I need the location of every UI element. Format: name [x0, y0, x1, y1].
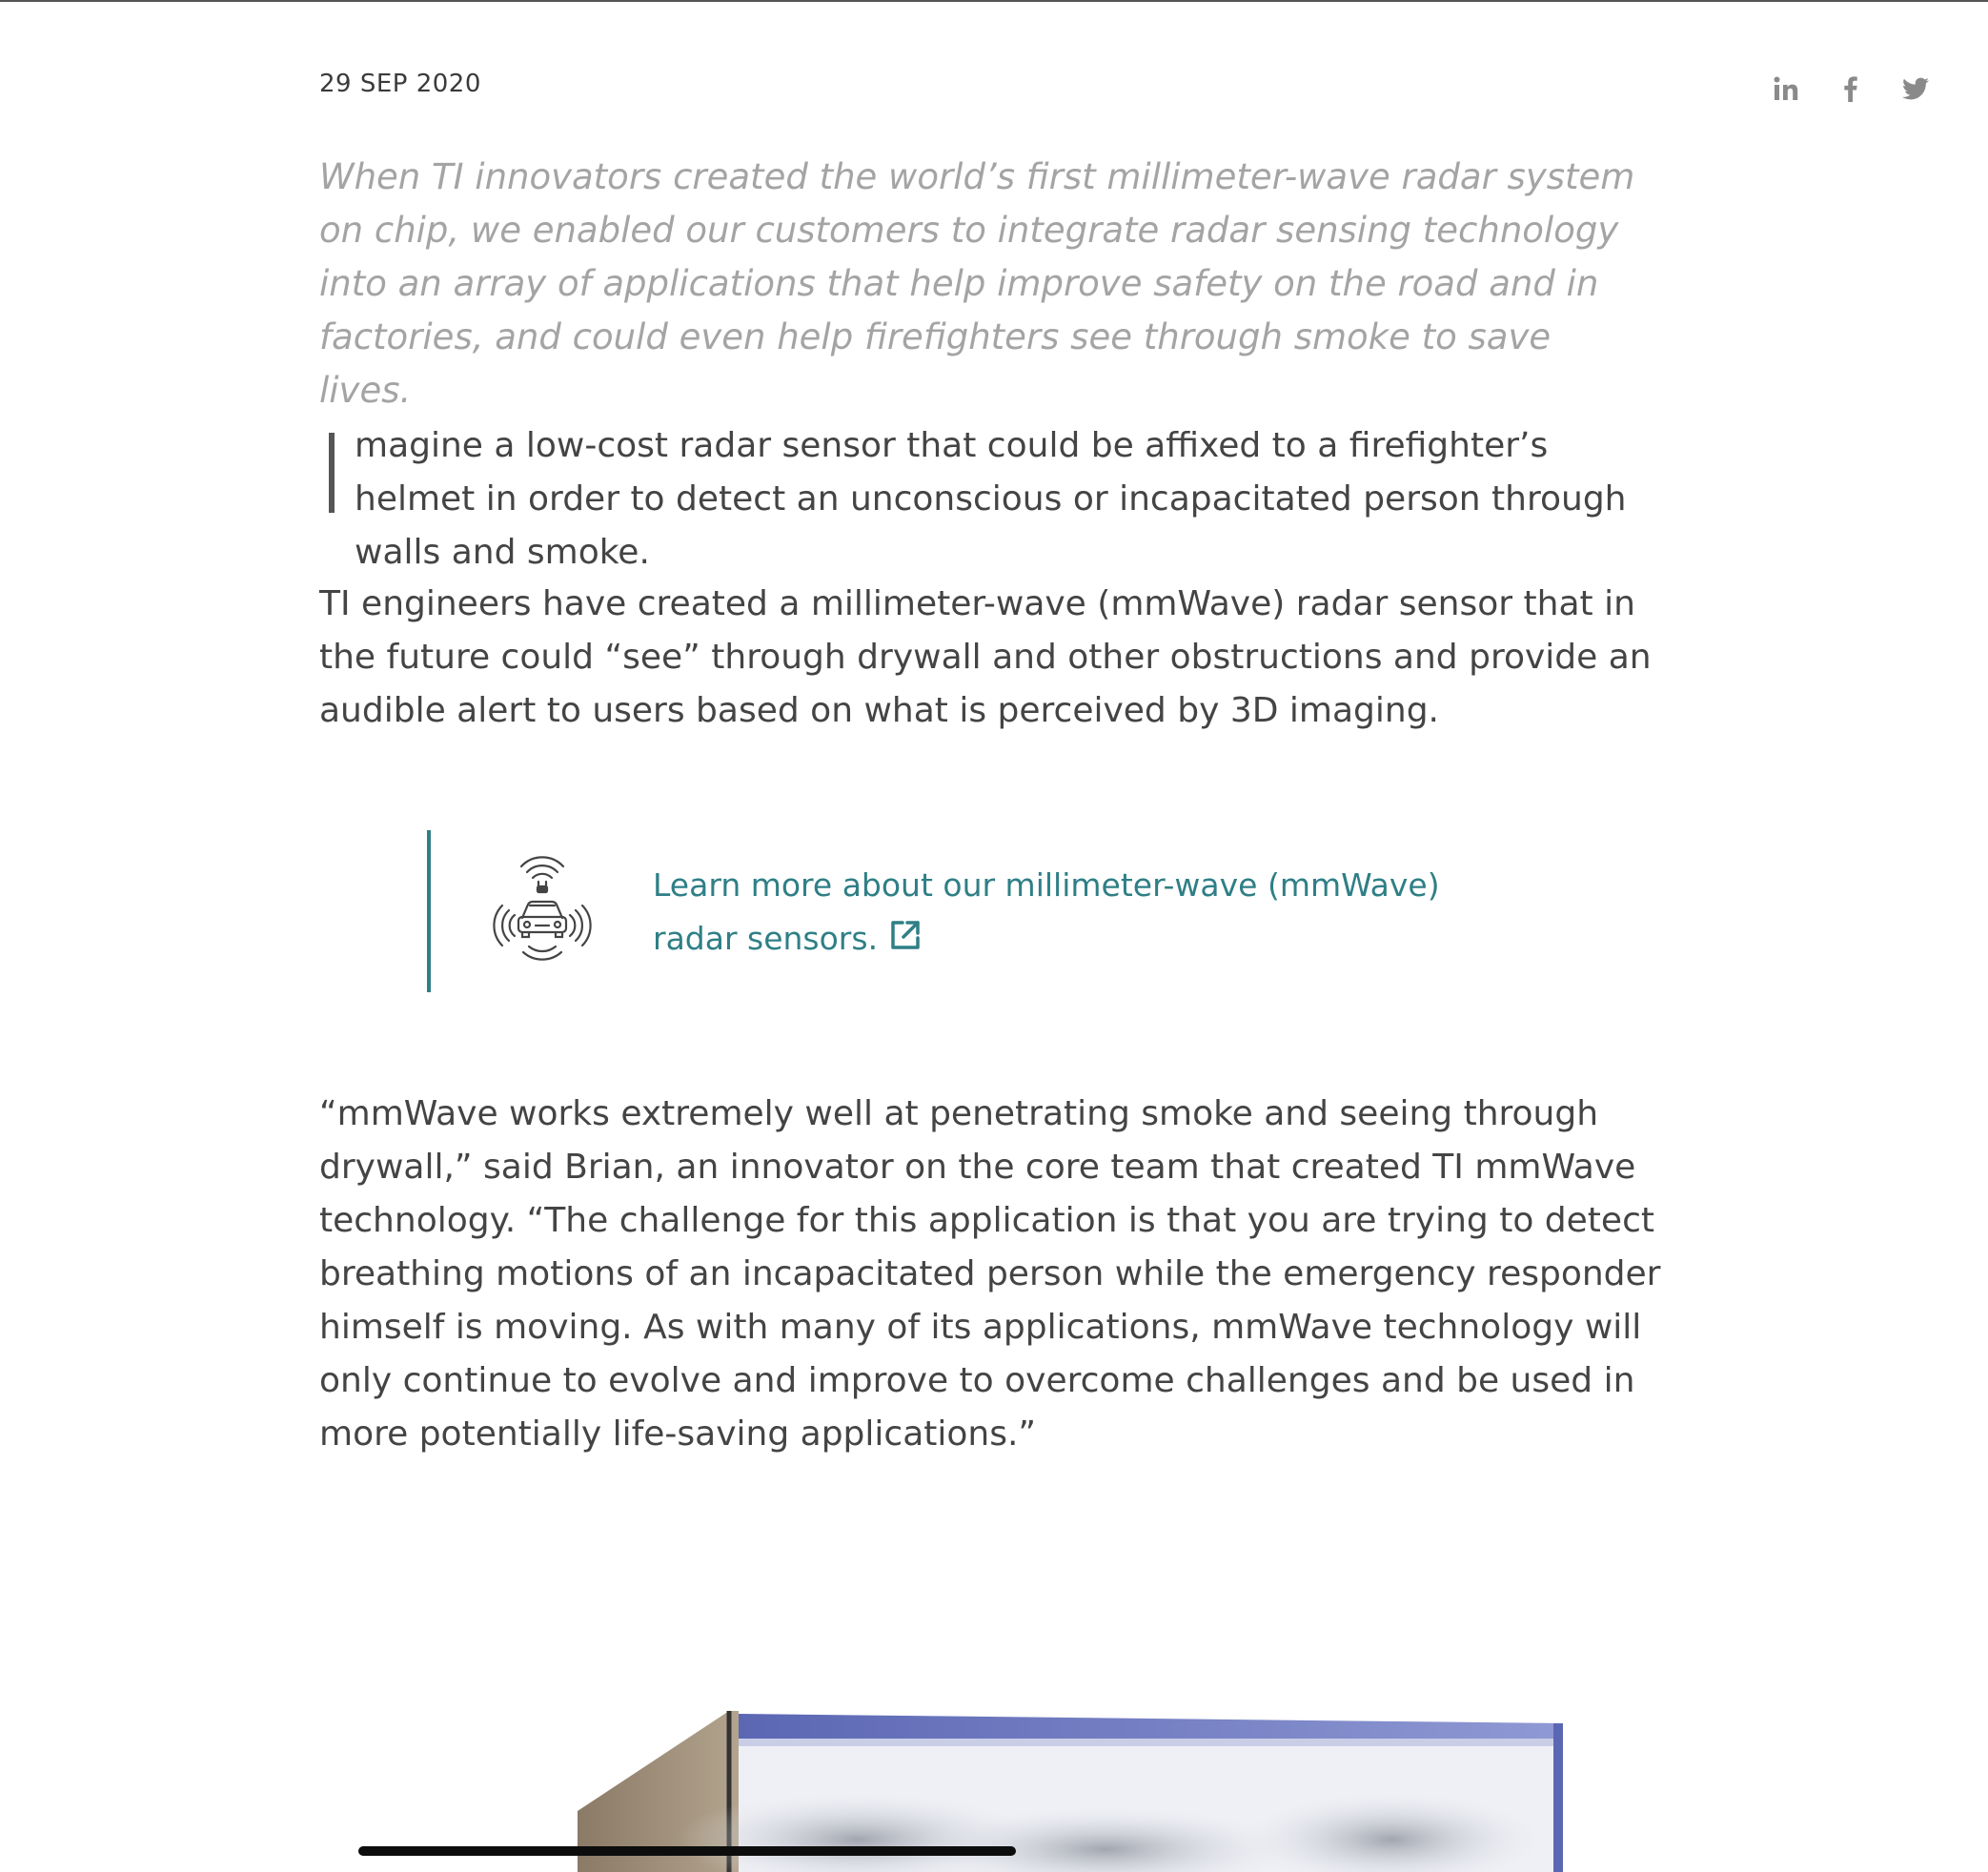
external-link-icon	[887, 916, 923, 969]
article-intro: When TI innovators created the world’s first millimeter-wave radar system on chip, we enabled our customers to integrate radar sensing technology into an array of applications that help improve safety on the road and in factories, and could even help firefighters see through smoke to save lives.	[319, 156, 1635, 411]
callout-accent-bar	[427, 830, 431, 992]
top-divider	[0, 0, 1988, 2]
mmwave-sensors-link[interactable]	[653, 859, 1491, 969]
article-date: 29 SEP 2020	[319, 70, 481, 98]
callout-box	[427, 830, 1523, 992]
mmwave-sensors-link-text: Learn more about our millimeter-wave (mmWave) radar sensors.	[653, 866, 1440, 957]
twitter-icon[interactable]	[1897, 71, 1934, 107]
facebook-icon[interactable]	[1833, 71, 1869, 107]
body-paragraph-1: TI engineers have created a millimeter-wave (mmWave) radar sensor that in the future could “see” through drywall and other obstructions and provide an audible alert to users based on what is perceived by 3D imaging.	[319, 584, 1652, 730]
horizontal-scrollbar[interactable]	[358, 1846, 1016, 1856]
lead-paragraph	[319, 419, 1673, 580]
car-radar-icon	[488, 855, 597, 964]
body-paragraph-2: “mmWave works extremely well at penetrating smoke and seeing through drywall,” said Brian, an innovator on the core team that created TI mmWave technology. “The challenge for this application is that you are trying to detect breathing motions of an incapacitated person while the emergency responder himself is moving. As with many of its applications, mmWave technology will only continue to evolve and improve to overcome challenges and be used in more potentially life-saving applications.”	[319, 1094, 1661, 1454]
lead-paragraph-text: magine a low-cost radar sensor that could be affixed to a firefighter’s helmet in order to detect an unconscious or incapacitated person through walls and smoke.	[355, 426, 1627, 572]
drop-cap-i	[329, 433, 335, 513]
share-bar	[1768, 71, 1934, 107]
linkedin-icon[interactable]	[1768, 71, 1804, 107]
